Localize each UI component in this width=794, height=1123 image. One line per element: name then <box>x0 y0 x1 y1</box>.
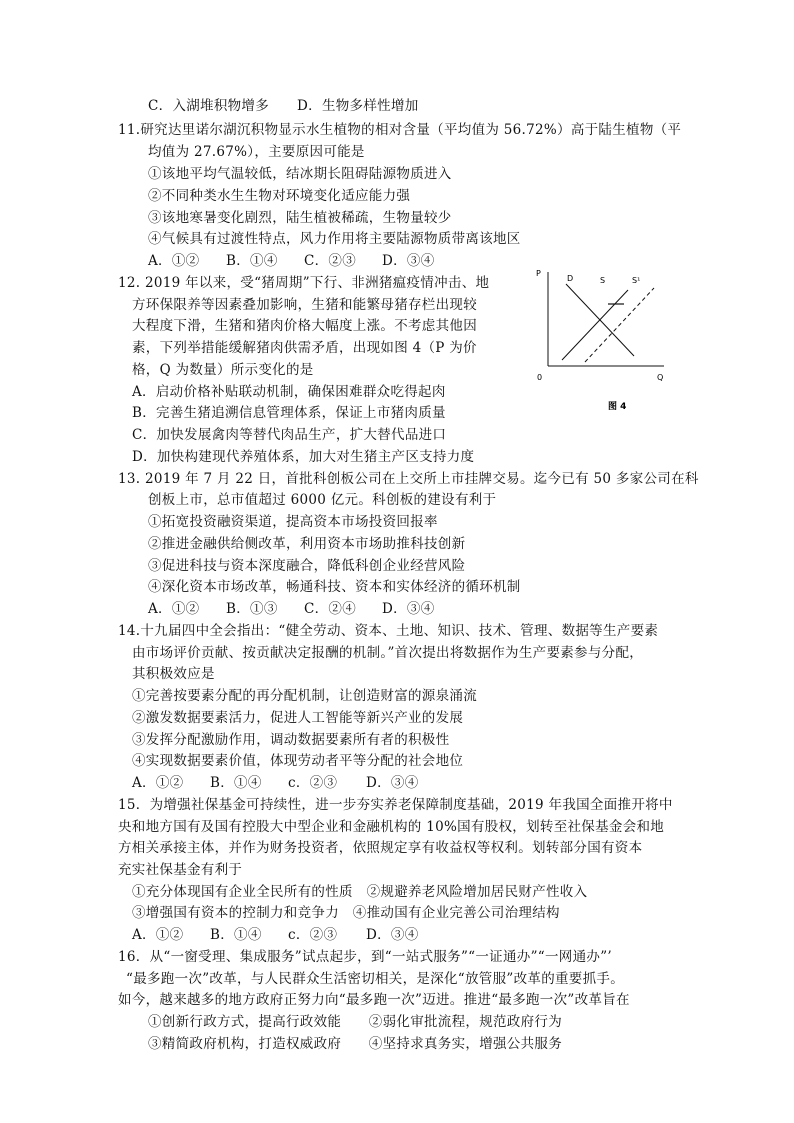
q12-stem-line-2: 方环保限养等因素叠加影响，生猪和能繁母猪存栏出现较 <box>132 297 477 313</box>
q13-option-c: C．②④ <box>304 601 357 617</box>
q11-item-2: ②不同种类水生生物对环境变化适应能力强 <box>148 188 411 204</box>
q15-option-c: c．②③ <box>288 927 338 943</box>
q12-stem-line-5: 格，Q 为数量）所示变化的是 <box>132 362 314 378</box>
supply-label-s: S <box>600 276 606 285</box>
q11-option-c: C．②③ <box>304 253 357 269</box>
q13-stem-line-2: 创板上市，总市值超过 6000 亿元。科创板的建设有利于 <box>148 492 497 508</box>
q14-stem-line-2: 由市场评价贡献、按贡献决定报酬的机制。”首次提出将数据作为生产要素参与分配， <box>132 645 644 661</box>
q13-item-3: ③促进科技与资本深度融合，降低科创企业经营风险 <box>148 558 466 574</box>
q12-option-a: A．启动价格补贴联动机制，确保困难群众吃得起肉 <box>132 384 446 400</box>
q11-item-1: ①该地平均气温较低，结冰期长阻碍陆源物质进入 <box>148 166 452 182</box>
q11-option-a: A．①② <box>148 253 200 269</box>
q13-options <box>148 599 435 619</box>
q15-items-line-2: ③增强国有资本的控制力和竞争力 ④推动国有企业完善公司治理结构 <box>132 905 560 921</box>
q11-option-b: B．①④ <box>226 253 278 269</box>
q11-stem-line-2: 均值为 27.67%），主要原因可能是 <box>148 144 365 160</box>
q11-item-4: ④气候具有过渡性特点，风力作用将主要陆源物质带离该地区 <box>148 231 521 247</box>
q13-option-d: D．③④ <box>382 601 435 617</box>
demand-label: D <box>567 274 574 283</box>
q13-option-a: A．①② <box>148 601 200 617</box>
q14-item-1: ①完善按要素分配的再分配机制，让创造财富的源泉涌流 <box>132 688 477 704</box>
q16-stem-line-1: 16．从“一窗受理、集成服务”试点起步，到“一站式服务”“一证通办”“一网通办”’ <box>118 949 612 965</box>
supply-demand-figure <box>530 262 680 412</box>
q14-item-4: ④实现数据要素价值，体现劳动者平等分配的社会地位 <box>132 753 464 769</box>
q14-stem-line-1: 14.十九届四中全会指出：“健全劳动、资本、土地、知识、技术、管理、数据等生产要素 <box>118 623 659 639</box>
q13-option-b: B．①③ <box>226 601 278 617</box>
q12-option-c: C．加快发展禽肉等替代肉品生产，扩大替代品进口 <box>132 427 447 443</box>
q14-option-b: B．①④ <box>210 775 262 791</box>
q16-stem-line-3: 如今，越来越多的地方政府正努力向“最多跑一次”迈进。推进“最多跑一次”改革旨在 <box>118 992 630 1008</box>
q16-items-line-2: ③精简政府机构，打造权威政府 ④坚持求真务实，增强公共服务 <box>148 1036 562 1052</box>
q15-option-a: A．①② <box>132 927 184 943</box>
q14-item-2: ②激发数据要素活力，促进人工智能等新兴产业的发展 <box>132 710 464 726</box>
q15-options <box>132 925 419 945</box>
q12-stem-line-3: 大程度下滑，生猪和猪肉价格大幅度上涨。不考虑其他因 <box>132 318 477 334</box>
supply-label-s1: S¹ <box>632 276 641 285</box>
q14-options <box>132 773 419 793</box>
q12-option-b: B．完善生猪追溯信息管理体系，保证上市猪肉质量 <box>132 405 446 421</box>
q14-option-d: D．③④ <box>366 775 419 791</box>
p-axis-label: P <box>536 269 541 278</box>
q15-stem-line-3: 方相关承接主体，并作为财务投资者，依照规定享有收益权等权利。划转部分国有资本 <box>118 840 643 856</box>
q13-item-2: ②推进金融供给侧改革，利用资本市场助推科技创新 <box>148 536 466 552</box>
q12-option-d: D．加快构建现代养殖体系，加大对生猪主产区支持力度 <box>132 449 475 465</box>
q15-stem-line-4: 充实社保基金有利于 <box>118 862 243 878</box>
q-axis-label: Q <box>657 373 664 382</box>
q15-stem-line-1: 15．为增强社保基金可持续性，进一步夯实养老保障制度基础，2019 年我国全面推开将中 <box>118 797 673 813</box>
supply-curve-s <box>562 290 628 360</box>
q14-option-a: A．①② <box>132 775 184 791</box>
q13-item-4: ④深化资本市场改革，畅通科技、资本和实体经济的循环机制 <box>148 579 521 595</box>
q16-items-line-1: ①创新行政方式，提高行政效能 ②弱化审批流程，规范政府行为 <box>148 1014 562 1030</box>
q11-stem-line-1: 11.研究达里诺尔湖沉积物显示水生植物的相对含量（平均值为 56.72%）高于陆生植物（平 <box>118 122 682 138</box>
q15-stem-line-2: 央和地方国有及国有控股大中型企业和金融机构的 10%国有股权，划转至社保基金会和地 <box>118 819 665 835</box>
q12-stem-line-4: 素，下列举措能缓解猪肉供需矛盾，出现如图 4（P 为价 <box>132 340 477 356</box>
q15-option-b: B．①④ <box>210 927 262 943</box>
q11-options <box>148 251 435 271</box>
q11-item-3: ③该地寒暑变化剧烈，陆生植被稀疏，生物量较少 <box>148 210 452 226</box>
q15-option-d: D．③④ <box>366 927 419 943</box>
q10-option-c: C．入湖堆积物增多 <box>148 98 270 114</box>
q14-item-3: ③发挥分配激励作用，调动数据要素所有者的积极性 <box>132 732 450 748</box>
q13-item-1: ①拓宽投资融资渠道，提高资本市场投资回报率 <box>148 514 438 530</box>
q11-option-d: D．③④ <box>382 253 435 269</box>
q10-options <box>148 96 419 116</box>
q15-items-line-1: ①充分体现国有企业全民所有的性质 ②规避养老风险增加居民财产性收入 <box>132 884 588 900</box>
figure-caption: 图 4 <box>608 402 627 412</box>
q14-option-c: c．②③ <box>288 775 338 791</box>
origin-label: 0 <box>537 373 543 382</box>
q12-stem-line-1: 12. 2019 年以来，受“猪周期”下行、非洲猪瘟疫情冲击、地 <box>118 275 490 291</box>
q14-stem-line-3: 其积极效应是 <box>132 666 215 682</box>
q10-option-d: D．生物多样性增加 <box>297 98 419 114</box>
q13-stem-line-1: 13. 2019 年 7 月 22 日，首批科创板公司在上交所上市挂牌交易。迄今已有 50 多家公司在科 <box>118 471 699 487</box>
q16-stem-line-2: “最多跑一次”改革，与人民群众生活密切相关，是深化“放管服”改革的重要抓手。 <box>126 971 625 987</box>
